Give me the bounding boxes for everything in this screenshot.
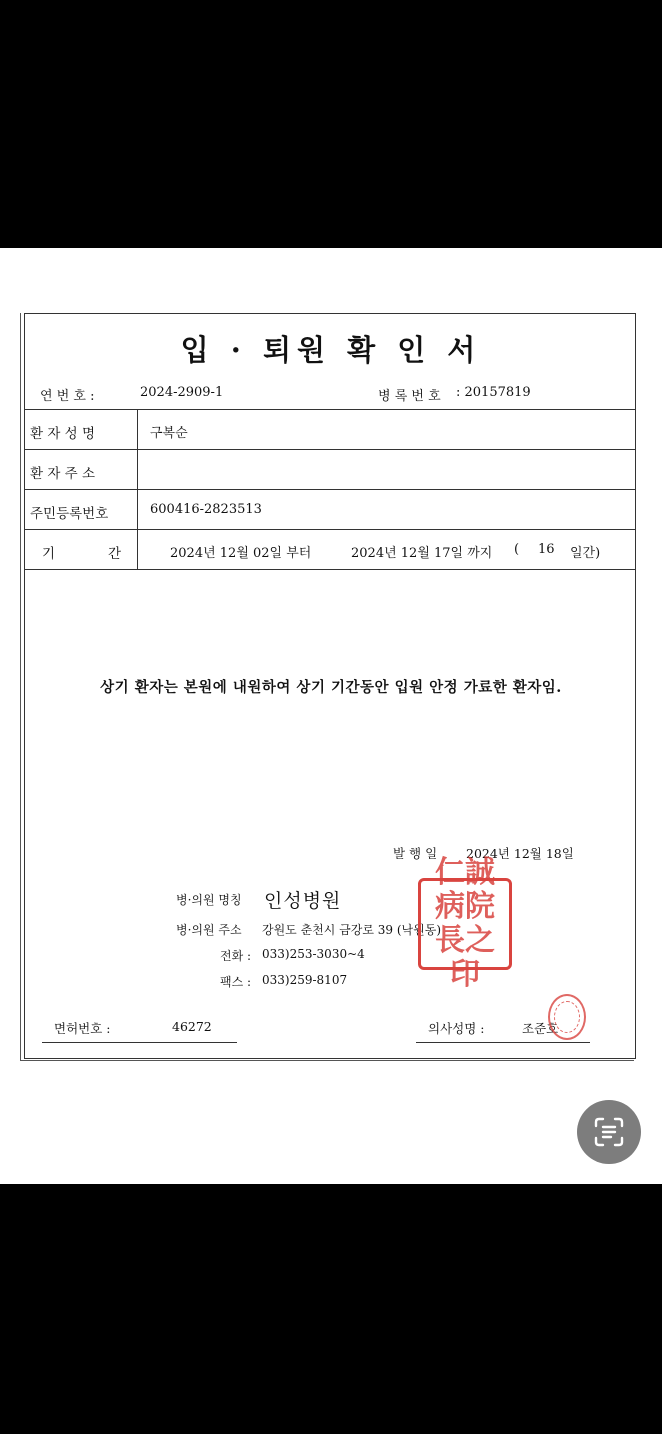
doctor-underline xyxy=(416,1042,590,1043)
row-divider xyxy=(24,569,636,570)
resident-number-value: 600416-2823513 xyxy=(150,502,262,517)
serial-label: 연 번 호 : xyxy=(40,389,95,404)
resident-number-label: 주민등록번호 xyxy=(30,506,109,522)
confirmation-statement: 상기 환자는 본원에 내원하여 상기 기간동안 입원 안정 가료한 환자임. xyxy=(100,679,562,696)
row-divider xyxy=(24,409,636,410)
hospital-seal-stamp xyxy=(418,855,512,992)
hospital-name: 인성병원 xyxy=(264,890,342,912)
phone-value: 033)253-3030~4 xyxy=(262,947,365,961)
hospital-address: 강원도 춘천시 금강로 39 (낙원동) xyxy=(262,923,441,937)
period-open-paren: ( xyxy=(514,542,520,557)
license-value: 46272 xyxy=(172,1019,212,1034)
record-label: 병 록 번 호 xyxy=(378,389,441,404)
doctor-name: 조준호 xyxy=(522,1021,559,1036)
hospital-name-label: 병·의원 명칭 xyxy=(176,893,242,907)
top-black-bar xyxy=(0,0,662,248)
bottom-black-bar xyxy=(0,1184,662,1434)
outer-frame-bottom xyxy=(20,1060,634,1061)
row-divider xyxy=(24,529,636,530)
row-divider xyxy=(24,489,636,490)
period-from: 2024년 12월 02일 부터 xyxy=(170,546,312,561)
period-label-second: 간 xyxy=(108,546,122,562)
doctor-label: 의사성명 : xyxy=(428,1021,485,1036)
phone-label: 전화 : xyxy=(220,949,252,963)
license-underline xyxy=(42,1042,237,1043)
seal-text: 仁誠病院長之印 xyxy=(435,855,495,992)
license-label: 면허번호 : xyxy=(54,1021,111,1036)
text-scan-icon xyxy=(592,1115,626,1149)
doctor-seal-stamp xyxy=(548,994,586,1040)
doctor-seal-inner xyxy=(554,1001,580,1033)
patient-name-value: 구복순 xyxy=(150,426,188,441)
fax-label: 팩스 : xyxy=(220,975,252,989)
fax-value: 033)259-8107 xyxy=(262,973,348,987)
row-divider xyxy=(24,449,636,450)
period-label-first: 기 xyxy=(42,546,56,562)
record-value: : 20157819 xyxy=(456,385,531,400)
hospital-address-label: 병·의원 주소 xyxy=(176,923,242,937)
period-to: 2024년 12월 17일 까지 xyxy=(351,546,493,561)
patient-address-label: 환 자 주 소 xyxy=(30,466,96,482)
text-scan-button[interactable] xyxy=(577,1100,641,1164)
document-title: 입 · 퇴원 확 인 서 xyxy=(180,333,482,367)
period-days-suffix: 일간) xyxy=(570,546,601,561)
patient-name-label: 환 자 성 명 xyxy=(30,426,96,442)
serial-value: 2024-2909-1 xyxy=(140,385,224,400)
issue-date-label: 발 행 일 xyxy=(393,846,438,861)
issue-date-value: 2024년 12월 18일 xyxy=(466,846,574,861)
period-days: 16 xyxy=(538,542,555,557)
